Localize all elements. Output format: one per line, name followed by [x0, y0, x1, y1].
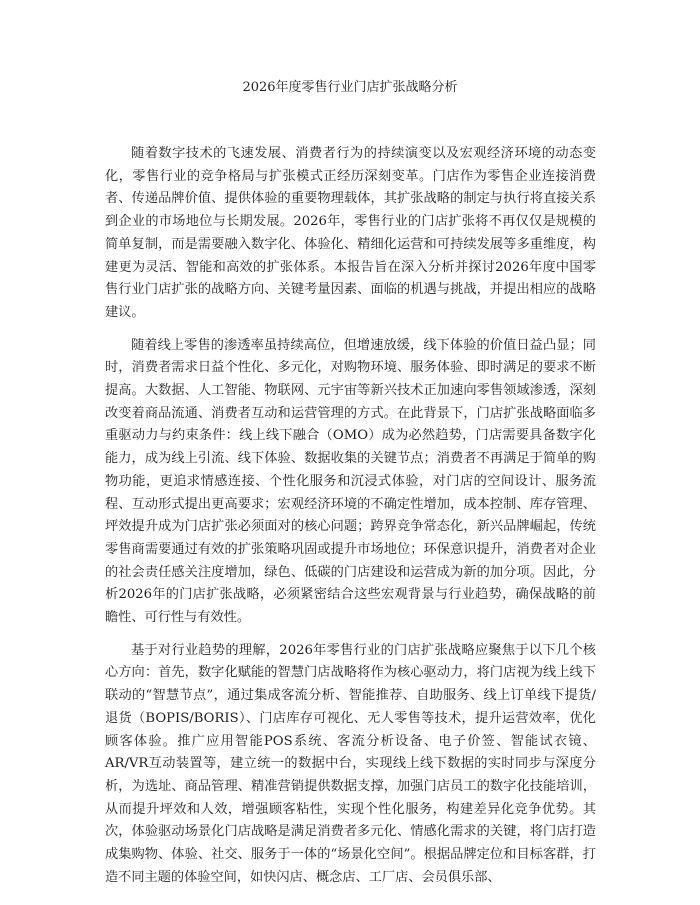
- document-title: 2026年度零售行业门店扩张战略分析: [242, 80, 458, 95]
- document-body: [105, 143, 596, 900]
- paragraph-3: 基于对行业趋势的理解，2026年零售行业的门店扩张战略应聚焦于以下几个核心方向：首先，数字化赋能的智慧门店战略将作为核心驱动力，将门店视为线上线下联动的“智慧节点”，通过集成客流分析、智能推荐、自助服务、线上订单线下提货/退货（BOPIS/BORIS）、门店库存可视化、无人零售等技术，提升运营效率，优化顾客体验。推广应用智能POS系统、客流分析设备、电子价签、智能试衣镜、AR/VR互动装置等，建立统一的数据中台，实现线上线下数据的实时同步与深度分析，为选址、商品管理、精准营销提供数据支撑，加强门店员工的数字化技能培训，从而提升坪效和人效，增强顾客粘性，实现个性化服务，构建差异化竞争优势。其次，体验驱动场景化门店战略是满足消费者多元化、情感化需求的关键，将门店打造成集购物、体验、社交、服务于一体的“场景化空间”。根据品牌定位和目标客群，打造不同主题的体验空间，如快闪店、概念店、工厂店、会员俱乐部、: [105, 642, 596, 885]
- paragraph-1: 随着数字技术的飞速发展、消费者行为的持续演变以及宏观经济环境的动态变化，零售行业的竞争格局与扩张模式正经历深刻变革。门店作为零售企业连接消费者、传递品牌价值、提供体验的重要物理载体，其扩张战略的制定与执行将直接关系到企业的市场地位与长期发展。2026年，零售行业的门店扩张将不再仅仅是规模的简单复制，而是需要融入数字化、体验化、精细化运营和可持续发展等多重维度，构建更为灵活、智能和高效的扩张体系。本报告旨在深入分析并探讨2026年度中国零售行业门店扩张的战略方向、关键考量因素、面临的机遇与挑战，并提出相应的战略建议。: [105, 146, 596, 320]
- paragraph-2: 随着线上零售的渗透率虽持续高位，但增速放缓，线下体验的价值日益凸显；同时，消费者需求日益个性化、多元化，对购物环境、服务体验、即时满足的要求不断提高。大数据、人工智能、物联网、元宇宙等新兴技术正加速向零售领域渗透，深刻改变着商品流通、消费者互动和运营管理的方式。在此背景下，门店扩张战略面临多重驱动力与约束条件：线上线下融合（OMO）成为必然趋势，门店需要具备数字化能力，成为线上引流、线下体验、数据收集的关键节点；消费者不再满足于简单的购物功能，更追求情感连接、个性化服务和沉浸式体验，对门店的空间设计、服务流程、互动形式提出更高要求；宏观经济环境的不确定性增加，成本控制、库存管理、坪效提升成为门店扩张必须面对的核心问题；跨界竞争常态化，新兴品牌崛起，传统零售商需要通过有效的扩张策略巩固或提升市场地位；环保意识提升，消费者对企业的社会责任感关注度增加，绿色、低碳的门店建设和运营成为新的加分项。因此，分析2026年的门店扩张战略，必须紧密结合这些宏观背景与行业趋势，确保战略的前瞻性、可行性与有效性。: [105, 337, 596, 626]
